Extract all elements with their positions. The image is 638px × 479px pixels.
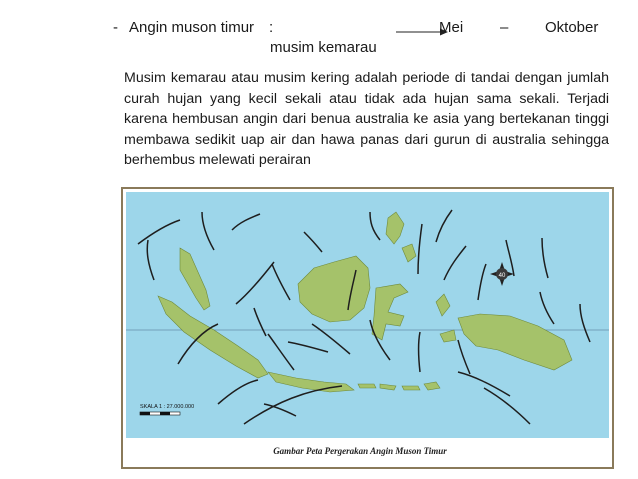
colon: :	[269, 19, 274, 36]
svg-text:40: 40	[498, 273, 506, 279]
svg-text:SKALA 1 : 27.000.000: SKALA 1 : 27.000.000	[140, 404, 195, 410]
map-caption: Gambar Peta Pergerakan Angin Muson Timur	[273, 446, 447, 456]
wind-map	[118, 184, 617, 472]
season-label: musim kemarau	[270, 39, 377, 56]
description-paragraph: Musim kemarau atau musim kering adalah periode di tandai dengan jumlah curah hujan yang kecil sekali atau tidak ada hujan sama sekali. Terjadi karena hembusan angin dari benua australia ke asia yang bertekanan tinggi membawa sedikit uap air dan hawa panas dari gurun di australia sehingga berhembus melewati perairan	[124, 70, 609, 169]
map-sea	[126, 192, 609, 438]
end-month: Oktober	[545, 19, 599, 36]
start-month: Mei	[439, 19, 464, 36]
range-dash: –	[500, 19, 509, 36]
arrow-right-icon	[396, 27, 546, 37]
wind-name: Angin muson timur	[129, 19, 255, 36]
left-margin	[0, 0, 96, 479]
list-dash: -	[113, 19, 118, 36]
